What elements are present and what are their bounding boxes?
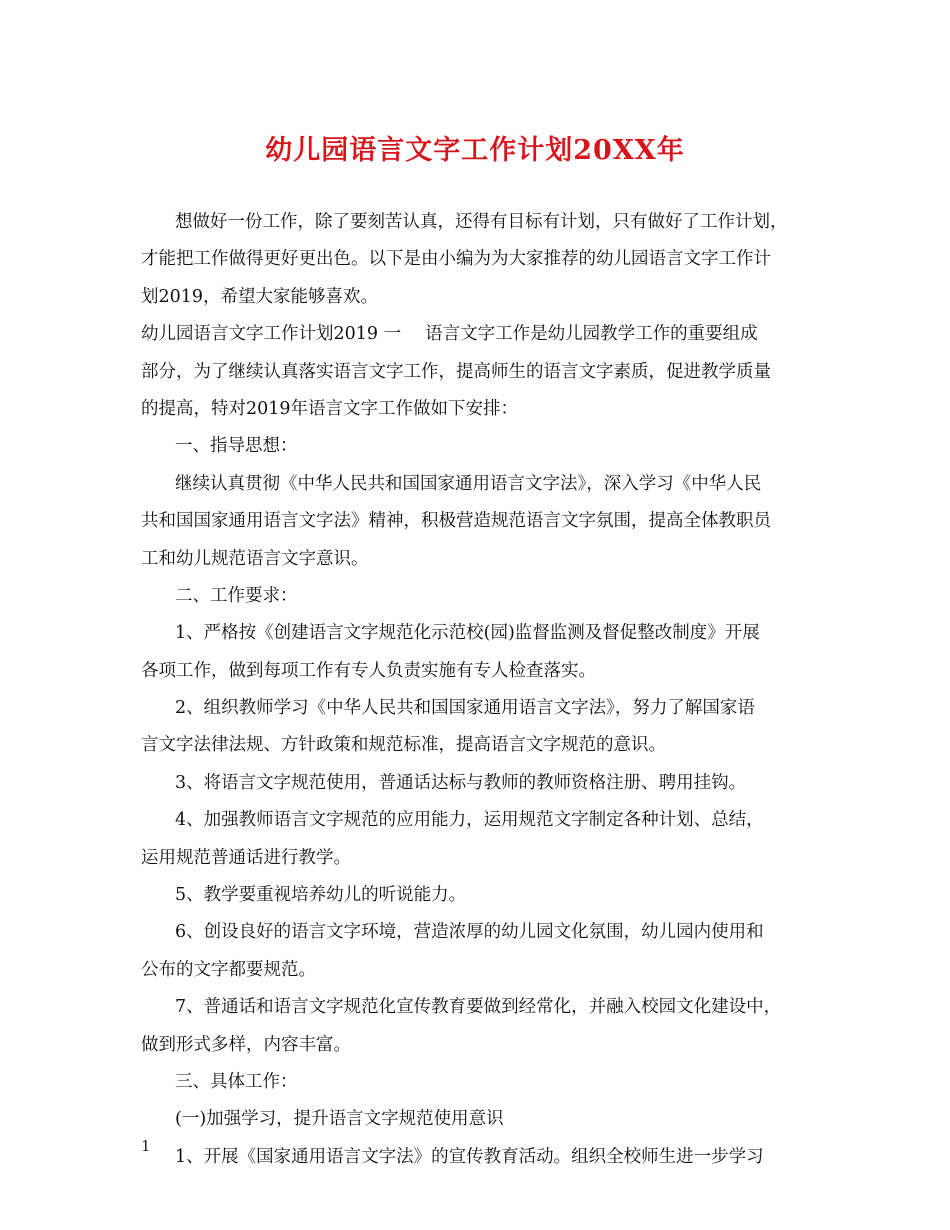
- body-line: 工和幼儿规范语言文字意识。: [141, 548, 369, 569]
- document-body: [141, 204, 811, 1176]
- section-heading: 三、具体工作：: [175, 1071, 298, 1092]
- body-line: 做到形式多样，内容丰富。: [141, 1034, 351, 1055]
- subsection-heading: (一)加强学习，提升语言文字规范使用意识: [175, 1109, 504, 1130]
- list-item: 2、组织教师学习《中华人民共和国国家通用语言文字法》，努力了解国家语: [175, 698, 755, 719]
- document-title: 幼儿园语言文字工作计划20XX年: [265, 135, 685, 166]
- list-item: 4、加强教师语言文字规范的应用能力，运用规范文字制定各种计划、总结，: [175, 810, 764, 831]
- section-heading: 一、指导思想：: [175, 436, 298, 457]
- body-line: 运用规范普通话进行教学。: [141, 847, 351, 868]
- body-line: 继续认真贯彻《中华人民共和国国家通用语言文字法》，深入学习《中华人民: [175, 473, 762, 494]
- body-line: 言文字法律法规、方针政策和规范标准，提高语言文字规范的意识。: [141, 735, 666, 756]
- body-line: 想做好一份工作，除了要刻苦认真，还得有目标有计划，只有做好了工作计划，: [175, 212, 788, 232]
- body-line-with-gap: [141, 316, 811, 353]
- list-item: 6、创设良好的语言文字环境，营造浓厚的幼儿园文化氛围，幼儿园内使用和: [175, 922, 764, 943]
- body-line: 公布的文字都要规范。: [141, 959, 316, 980]
- section-heading-inline: 幼儿园语言文字工作计划2019 一: [141, 324, 402, 345]
- body-line: 划2019，希望大家能够喜欢。: [141, 286, 379, 307]
- body-line: 才能把工作做得更好更出色。以下是由小编为为大家推荐的幼儿园语言文字工作计: [141, 249, 771, 270]
- body-line: 各项工作，做到每项工作有专人负责实施有专人检查落实。: [141, 660, 596, 681]
- list-item: 1、严格按《创建语言文字规范化示范校(园)监督监测及督促整改制度》开展: [175, 623, 760, 644]
- list-item: 5、教学要重视培养幼儿的听说能力。: [175, 885, 467, 906]
- list-item: 1、开展《国家通用语言文字法》的宣传教育活动。组织全校师生进一步学习: [175, 1146, 764, 1167]
- section-heading: 二、工作要求：: [175, 585, 298, 606]
- body-line: 部分，为了继续认真落实语言文字工作，提高师生的语言文字素质，促进教学质量: [141, 361, 771, 382]
- body-line: 的提高，特对2019年语言文字工作做如下安排：: [141, 398, 519, 419]
- list-item: 7、普通话和语言文字规范化宣传教育要做到经常化，并融入校园文化建设中，: [175, 997, 782, 1018]
- list-item: 3、将语言文字规范使用，普通话达标与教师的教师资格注册、聘用挂钩。: [175, 772, 747, 793]
- inline-paragraph-start: 语言文字工作是幼儿园教学工作的重要组成: [425, 324, 758, 345]
- body-line: 共和国国家通用语言文字法》精神，积极营造规范语言文字氛围，提高全体教职员: [141, 511, 771, 532]
- page-number: 1: [141, 1137, 151, 1155]
